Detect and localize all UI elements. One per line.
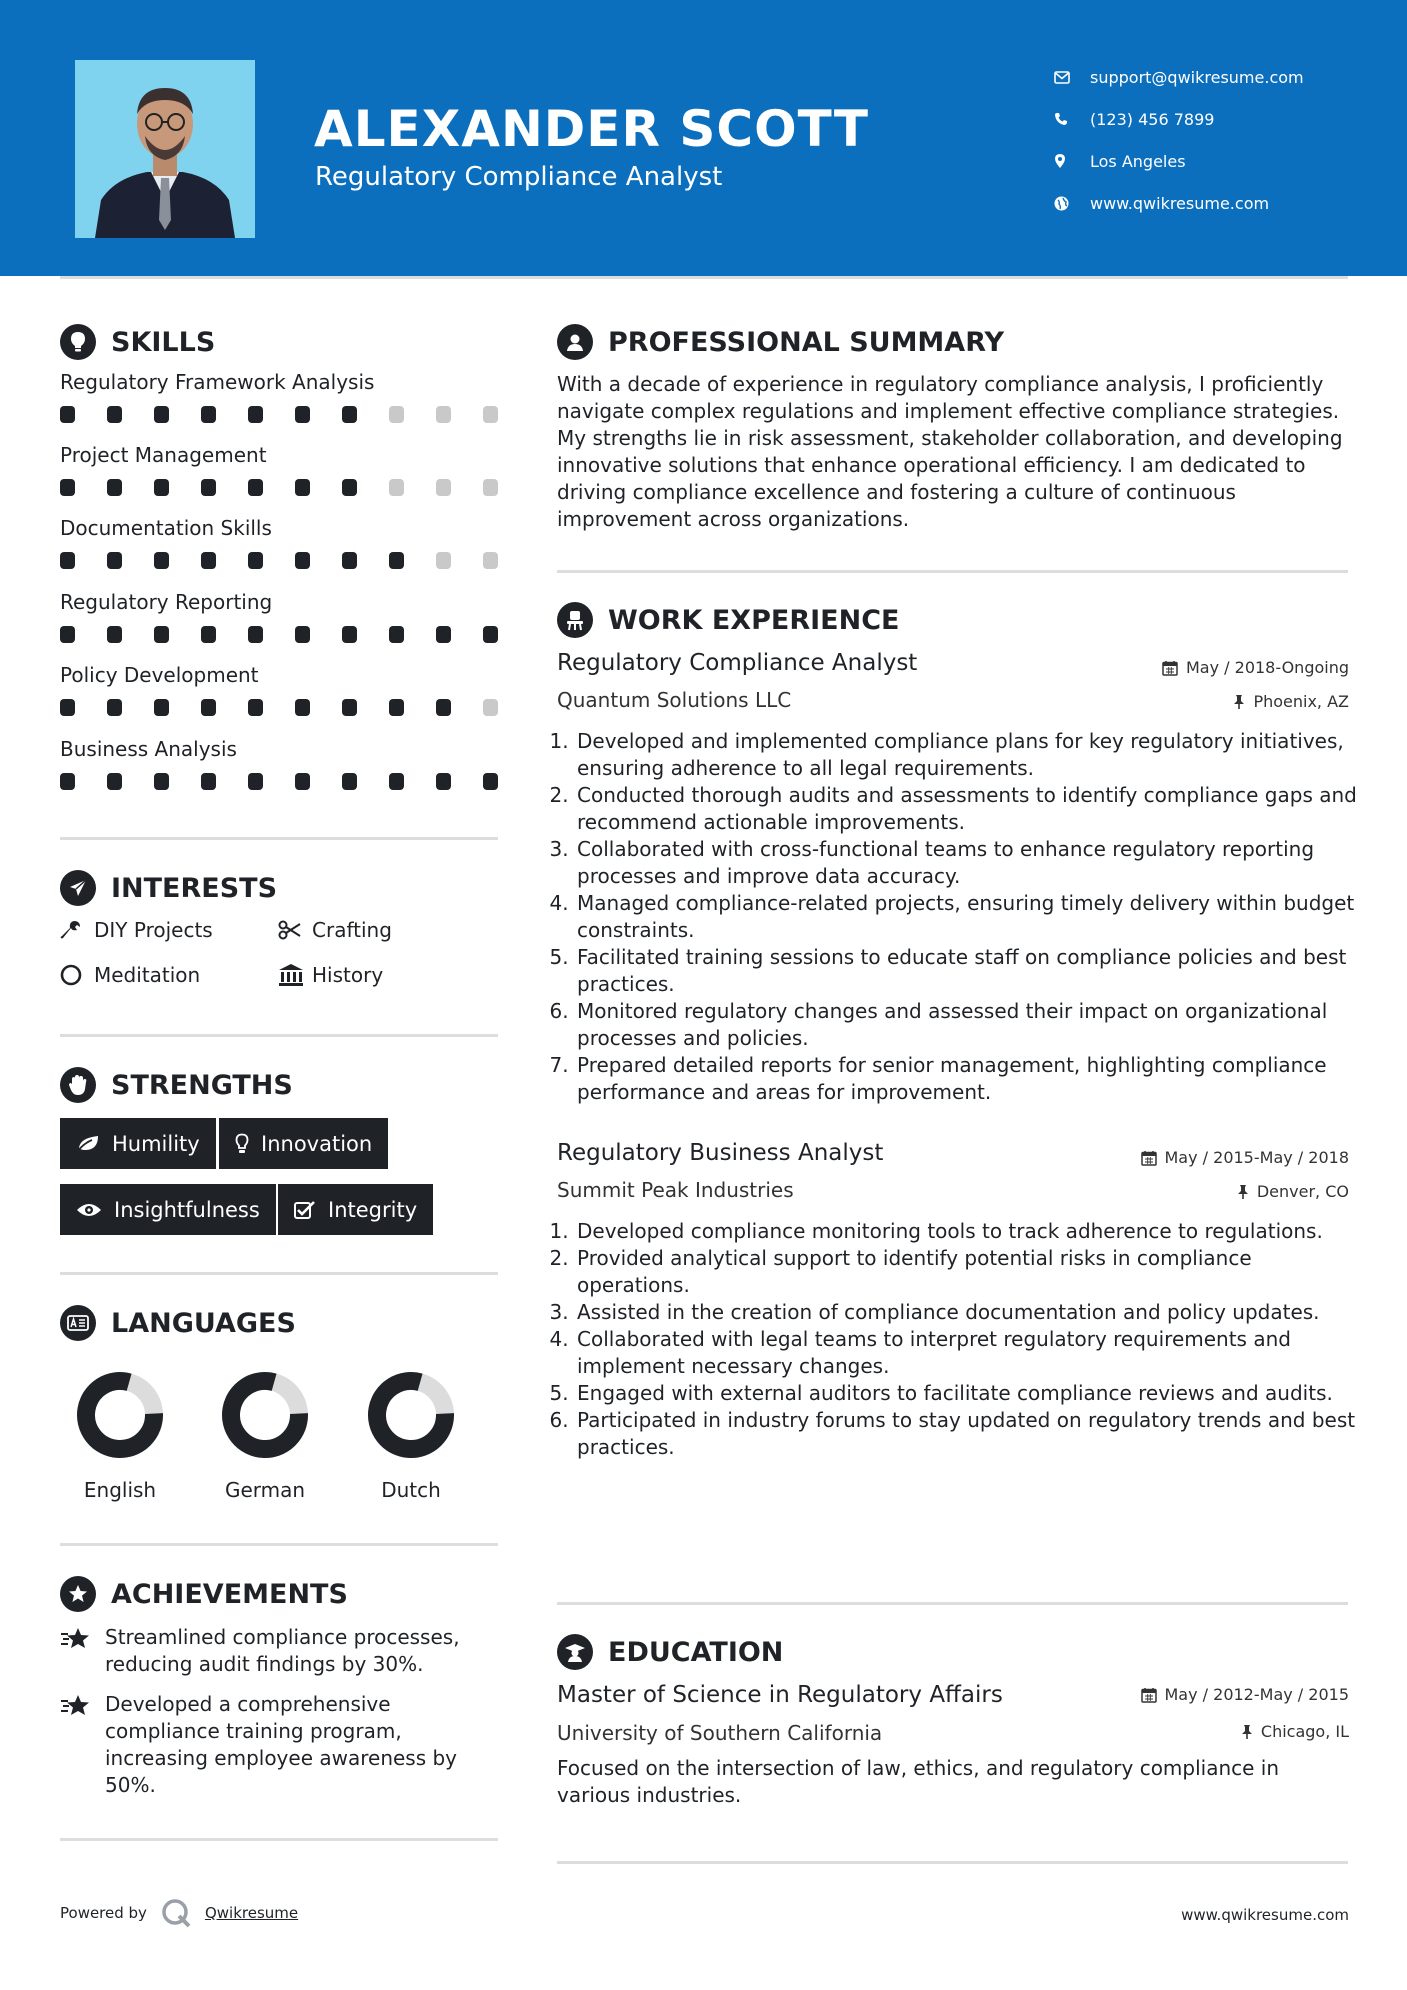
header-divider: [60, 276, 1348, 279]
skill-dot: [107, 626, 122, 643]
skills-heading: SKILLS: [60, 324, 215, 360]
language-icon: [60, 1305, 96, 1341]
skill-dot: [154, 773, 169, 790]
scissors-icon: [278, 920, 312, 940]
job-bullets: [557, 1218, 1357, 1461]
skill-dot: [436, 773, 451, 790]
skill-dot: [107, 479, 122, 496]
skill-dot: [483, 773, 498, 790]
experience-heading: WORK EXPERIENCE: [557, 602, 899, 638]
strength-badge: Insightfulness: [60, 1184, 276, 1235]
skill-dot: [389, 406, 404, 423]
skill-dot: [154, 406, 169, 423]
job-bullet: 5. Facilitated training sessions to educate staff on compliance policies and best practices.: [575, 944, 1357, 998]
divider: [557, 570, 1348, 573]
phone-icon: [1054, 112, 1090, 126]
divider: [557, 1861, 1348, 1864]
envelope-icon: [1054, 71, 1090, 84]
skill-dot: [154, 552, 169, 569]
skill-item: Policy Development: [60, 663, 500, 716]
skill-dot: [342, 773, 357, 790]
skill-dot: [389, 479, 404, 496]
company-name: Summit Peak Industries: [557, 1178, 794, 1202]
skill-dot: [154, 626, 169, 643]
calendar-icon: [1162, 660, 1178, 676]
graduate-icon: [557, 1634, 593, 1670]
divider: [60, 837, 498, 840]
paper-plane-icon: [60, 870, 96, 906]
strength-badge: Humility: [60, 1118, 216, 1169]
strength-badge: Integrity: [278, 1184, 433, 1235]
skill-dot: [201, 479, 216, 496]
skill-item: Regulatory Reporting: [60, 590, 500, 643]
user-icon: [557, 324, 593, 360]
skill-dot: [295, 479, 310, 496]
skill-dot: [436, 406, 451, 423]
job-bullet: 4. Managed compliance-related projects, ensuring timely delivery within budget constraints.: [575, 890, 1357, 944]
hand-icon: [60, 1067, 96, 1103]
contact-phone[interactable]: (123) 456 7899: [1054, 98, 1304, 140]
skill-rating: [60, 626, 498, 643]
skill-dot: [295, 773, 310, 790]
calendar-icon: [1141, 1687, 1157, 1703]
skill-dot: [436, 626, 451, 643]
divider: [60, 1543, 498, 1546]
qwikresume-logo-icon: [161, 1898, 193, 1928]
languages-heading: LANGUAGES: [60, 1305, 296, 1341]
skill-dot: [60, 406, 75, 423]
circle-icon: [60, 964, 94, 986]
achievement-item: Streamlined compliance processes, reducing audit findings by 30%.: [60, 1624, 500, 1678]
job-bullet: 4. Collaborated with legal teams to interpret regulatory requirements and implement necessary changes.: [575, 1326, 1357, 1380]
star-icon: [60, 1624, 105, 1678]
skill-dot: [483, 699, 498, 716]
skill-dot: [248, 479, 263, 496]
interest-item: Crafting: [278, 918, 392, 942]
skill-dot: [60, 773, 75, 790]
divider: [557, 1602, 1348, 1605]
skill-dot: [248, 406, 263, 423]
company-name: Quantum Solutions LLC: [557, 688, 792, 712]
education-heading: EDUCATION: [557, 1634, 783, 1670]
job-bullet: 6. Monitored regulatory changes and assessed their impact on organizational processes and policies.: [575, 998, 1357, 1052]
skill-dot: [342, 406, 357, 423]
star-icon: [60, 1691, 105, 1799]
summary-text: With a decade of experience in regulatory compliance analysis, I proficiently navigate complex regulations and implement effective compliance strategies. My strengths lie in risk assessment, stakeholder collaboration, and developing innovative solutions that enhance operational efficiency. I am dedicated to driving compliance excellence and fostering a culture of continuous improvement across organizations.: [557, 372, 1343, 531]
job-title: Regulatory Business Analyst: [557, 1140, 884, 1166]
skill-dot: [107, 773, 122, 790]
skill-dot: [295, 699, 310, 716]
job-dates: May / 2015-May / 2018: [1141, 1148, 1350, 1167]
divider: [60, 1272, 498, 1275]
divider: [60, 1838, 498, 1841]
skill-dot: [201, 773, 216, 790]
job-bullet: 5. Engaged with external auditors to facilitate compliance reviews and audits.: [575, 1380, 1357, 1407]
skill-dot: [60, 626, 75, 643]
checkbox-icon: [294, 1200, 316, 1220]
skill-dot: [389, 626, 404, 643]
skill-dot: [483, 626, 498, 643]
job-bullet: 7. Prepared detailed reports for senior management, highlighting compliance performance and areas for improvement.: [575, 1052, 1357, 1106]
resume-header: [0, 0, 1407, 276]
job-bullet: 2. Provided analytical support to identify potential risks in compliance operations.: [575, 1245, 1357, 1299]
skill-dot: [483, 406, 498, 423]
pushpin-icon: [1241, 1724, 1253, 1740]
skill-dot: [201, 406, 216, 423]
contact-list: [1054, 56, 1304, 224]
candidate-name: ALEXANDER SCOTT: [314, 100, 869, 158]
skill-item: Project Management: [60, 443, 500, 496]
job-dates: May / 2018-Ongoing: [1162, 658, 1349, 677]
skill-item: Regulatory Framework Analysis: [60, 370, 500, 423]
job-bullets: [557, 728, 1357, 1106]
summary-heading: PROFESSIONAL SUMMARY: [557, 324, 1004, 360]
education-location: Chicago, IL: [1241, 1722, 1349, 1741]
skill-rating: [60, 699, 498, 716]
skill-dot: [389, 699, 404, 716]
education-description: Focused on the intersection of law, ethics, and regulatory compliance in various industries.: [557, 1756, 1280, 1807]
degree-title: Master of Science in Regulatory Affairs: [557, 1682, 1003, 1708]
leaf-icon: [76, 1135, 100, 1153]
footer-powered-by: Powered by Qwikresume: [60, 1898, 298, 1928]
job-bullet: 6. Participated in industry forums to stay updated on regulatory trends and best practices.: [575, 1407, 1357, 1461]
skill-dot: [342, 479, 357, 496]
interests-heading: INTERESTS: [60, 870, 277, 906]
skill-rating: [60, 406, 498, 423]
skill-dot: [248, 552, 263, 569]
skill-dot: [201, 552, 216, 569]
skill-dot: [295, 626, 310, 643]
wrench-icon: [60, 919, 94, 941]
skill-dot: [389, 773, 404, 790]
skill-dot: [436, 699, 451, 716]
interest-item: History: [278, 963, 383, 987]
job-bullet: 2. Conducted thorough audits and assessments to identify compliance gaps and recommend actionable improvements.: [575, 782, 1357, 836]
language-donut: [220, 1370, 310, 1460]
skill-dot: [107, 552, 122, 569]
job-location: Phoenix, AZ: [1233, 692, 1349, 711]
skill-dot: [107, 699, 122, 716]
calendar-icon: [1141, 1150, 1157, 1166]
bank-icon: [278, 963, 312, 987]
skill-dot: [248, 626, 263, 643]
language-item: German: [205, 1370, 325, 1502]
skill-dot: [248, 699, 263, 716]
chair-icon: [557, 602, 593, 638]
skill-dot: [107, 406, 122, 423]
eye-icon: [76, 1202, 102, 1218]
profile-photo: [75, 60, 255, 238]
skill-dot: [60, 699, 75, 716]
skill-dot: [436, 479, 451, 496]
skill-dot: [154, 699, 169, 716]
job-bullet: 3. Collaborated with cross-functional teams to enhance regulatory reporting processes and improve data accuracy.: [575, 836, 1357, 890]
skill-dot: [295, 406, 310, 423]
language-item: Dutch: [351, 1370, 471, 1502]
language-item: English: [60, 1370, 180, 1502]
interest-item: Meditation: [60, 963, 200, 987]
skill-dot: [154, 479, 169, 496]
skill-rating: [60, 552, 498, 569]
language-donut: [75, 1370, 165, 1460]
skill-dot: [436, 552, 451, 569]
language-donut: [366, 1370, 456, 1460]
skill-item: Documentation Skills: [60, 516, 500, 569]
skill-dot: [389, 552, 404, 569]
contact-location: Los Angeles: [1054, 140, 1304, 182]
skill-dot: [60, 479, 75, 496]
skill-rating: [60, 479, 498, 496]
interest-item: DIY Projects: [60, 918, 213, 942]
job-bullet: 3. Assisted in the creation of compliance documentation and policy updates.: [575, 1299, 1357, 1326]
job-title: Regulatory Compliance Analyst: [557, 650, 918, 676]
job-location: Denver, CO: [1237, 1182, 1349, 1201]
achievements-heading: ACHIEVEMENTS: [60, 1576, 348, 1612]
divider: [60, 1034, 498, 1037]
lightbulb-icon: [235, 1133, 249, 1155]
candidate-role: Regulatory Compliance Analyst: [315, 162, 723, 192]
qwikresume-link[interactable]: Qwikresume: [204, 1904, 299, 1922]
job-bullet: 1. Developed and implemented compliance plans for key regulatory initiatives, ensuring adherence to all legal requirements.: [575, 728, 1357, 782]
skill-dot: [342, 552, 357, 569]
pushpin-icon: [1237, 1184, 1249, 1200]
footer-url[interactable]: www.qwikresume.com: [1181, 1906, 1349, 1924]
skill-dot: [295, 552, 310, 569]
strength-badge: Innovation: [219, 1118, 388, 1169]
star-badge-icon: [60, 1576, 96, 1612]
skill-dot: [201, 626, 216, 643]
skill-dot: [483, 479, 498, 496]
strengths-heading: STRENGTHS: [60, 1067, 293, 1103]
school-name: University of Southern California: [557, 1721, 883, 1745]
skill-dot: [342, 699, 357, 716]
job-bullet: 1. Developed compliance monitoring tools to track adherence to regulations.: [575, 1218, 1357, 1245]
skill-dot: [201, 699, 216, 716]
map-marker-icon: [1054, 153, 1090, 169]
pushpin-icon: [1233, 694, 1245, 710]
lightbulb-icon: [60, 324, 96, 360]
skill-dot: [60, 552, 75, 569]
skill-dot: [248, 773, 263, 790]
contact-email[interactable]: support@qwikresume.com: [1054, 56, 1304, 98]
globe-icon: [1054, 196, 1090, 211]
skill-dot: [483, 552, 498, 569]
achievement-item: Developed a comprehensive compliance training program, increasing employee awareness by 50%.: [60, 1691, 500, 1799]
education-dates: May / 2012-May / 2015: [1141, 1685, 1350, 1704]
contact-website[interactable]: www.qwikresume.com: [1054, 182, 1304, 224]
skill-item: Business Analysis: [60, 737, 500, 790]
skill-dot: [342, 626, 357, 643]
skill-rating: [60, 773, 498, 790]
